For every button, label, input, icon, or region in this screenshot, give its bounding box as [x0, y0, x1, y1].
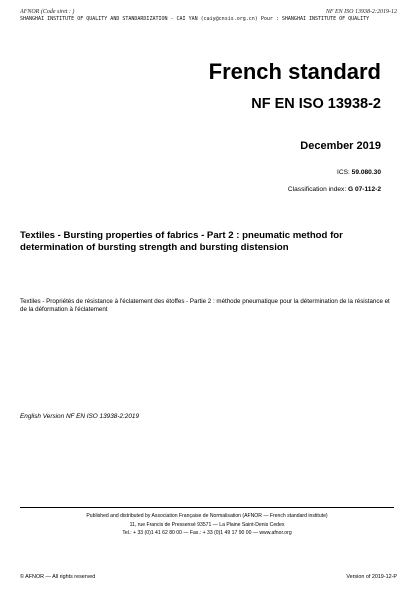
copyright-notice: © AFNOR — All rights reserved: [20, 574, 96, 580]
classification-label: Classification index:: [287, 186, 348, 193]
standard-number: NF EN ISO 13938-2: [251, 96, 381, 112]
ics-label: ICS:: [337, 169, 352, 176]
header-source: AFNOR (Code siret : ): [20, 9, 75, 15]
publisher-line-1: Published and distributed by Association Française de Normalisation (AFNOR — French standard institute): [86, 513, 328, 519]
ics-value: 59.080.30: [351, 169, 381, 176]
french-title: Textiles - Propriétés de résistance à l'éclatement des étoffes - Partie 2 : méthode pneumatique pour la détermination de la résistance et de la déformation à l'éclatement: [20, 298, 390, 313]
english-version-note: English Version NF EN ISO 13938-2:2019: [20, 413, 140, 420]
version-notice: Version of 2019-12-P: [346, 574, 397, 580]
header-reference: NF EN ISO 13938-2:2019-12: [325, 9, 397, 15]
licensee-line: SHANGHAI INSTITUTE OF QUALITY AND STANDARDIZATION - CAI YAN (caiy@cnsis.org.cn) Pour : SHANGHAI INSTITUTE OF QUALITY: [20, 16, 370, 22]
english-title: Textiles - Bursting properties of fabrics - Part 2 : pneumatic method for determination of bursting strength and bursting distension: [20, 230, 343, 253]
classification-value: G 07-112-2: [348, 186, 381, 193]
publisher-block: [20, 512, 394, 538]
classification-index: [288, 186, 381, 193]
divider-line: [20, 507, 394, 508]
publisher-line-3: Tel.: + 33 (0)1 41 62 80 00 — Fax.: + 33 (0)1 49 17 90 00 — www.afnor.org: [122, 530, 292, 537]
document-type-title: French standard: [208, 59, 381, 84]
publisher-line-2: 11, rue Francis de Pressensé 93571 — La Plaine Saint-Denis Cedex: [129, 521, 285, 528]
publication-date: December 2019: [300, 140, 381, 152]
ics-code: [337, 169, 381, 176]
